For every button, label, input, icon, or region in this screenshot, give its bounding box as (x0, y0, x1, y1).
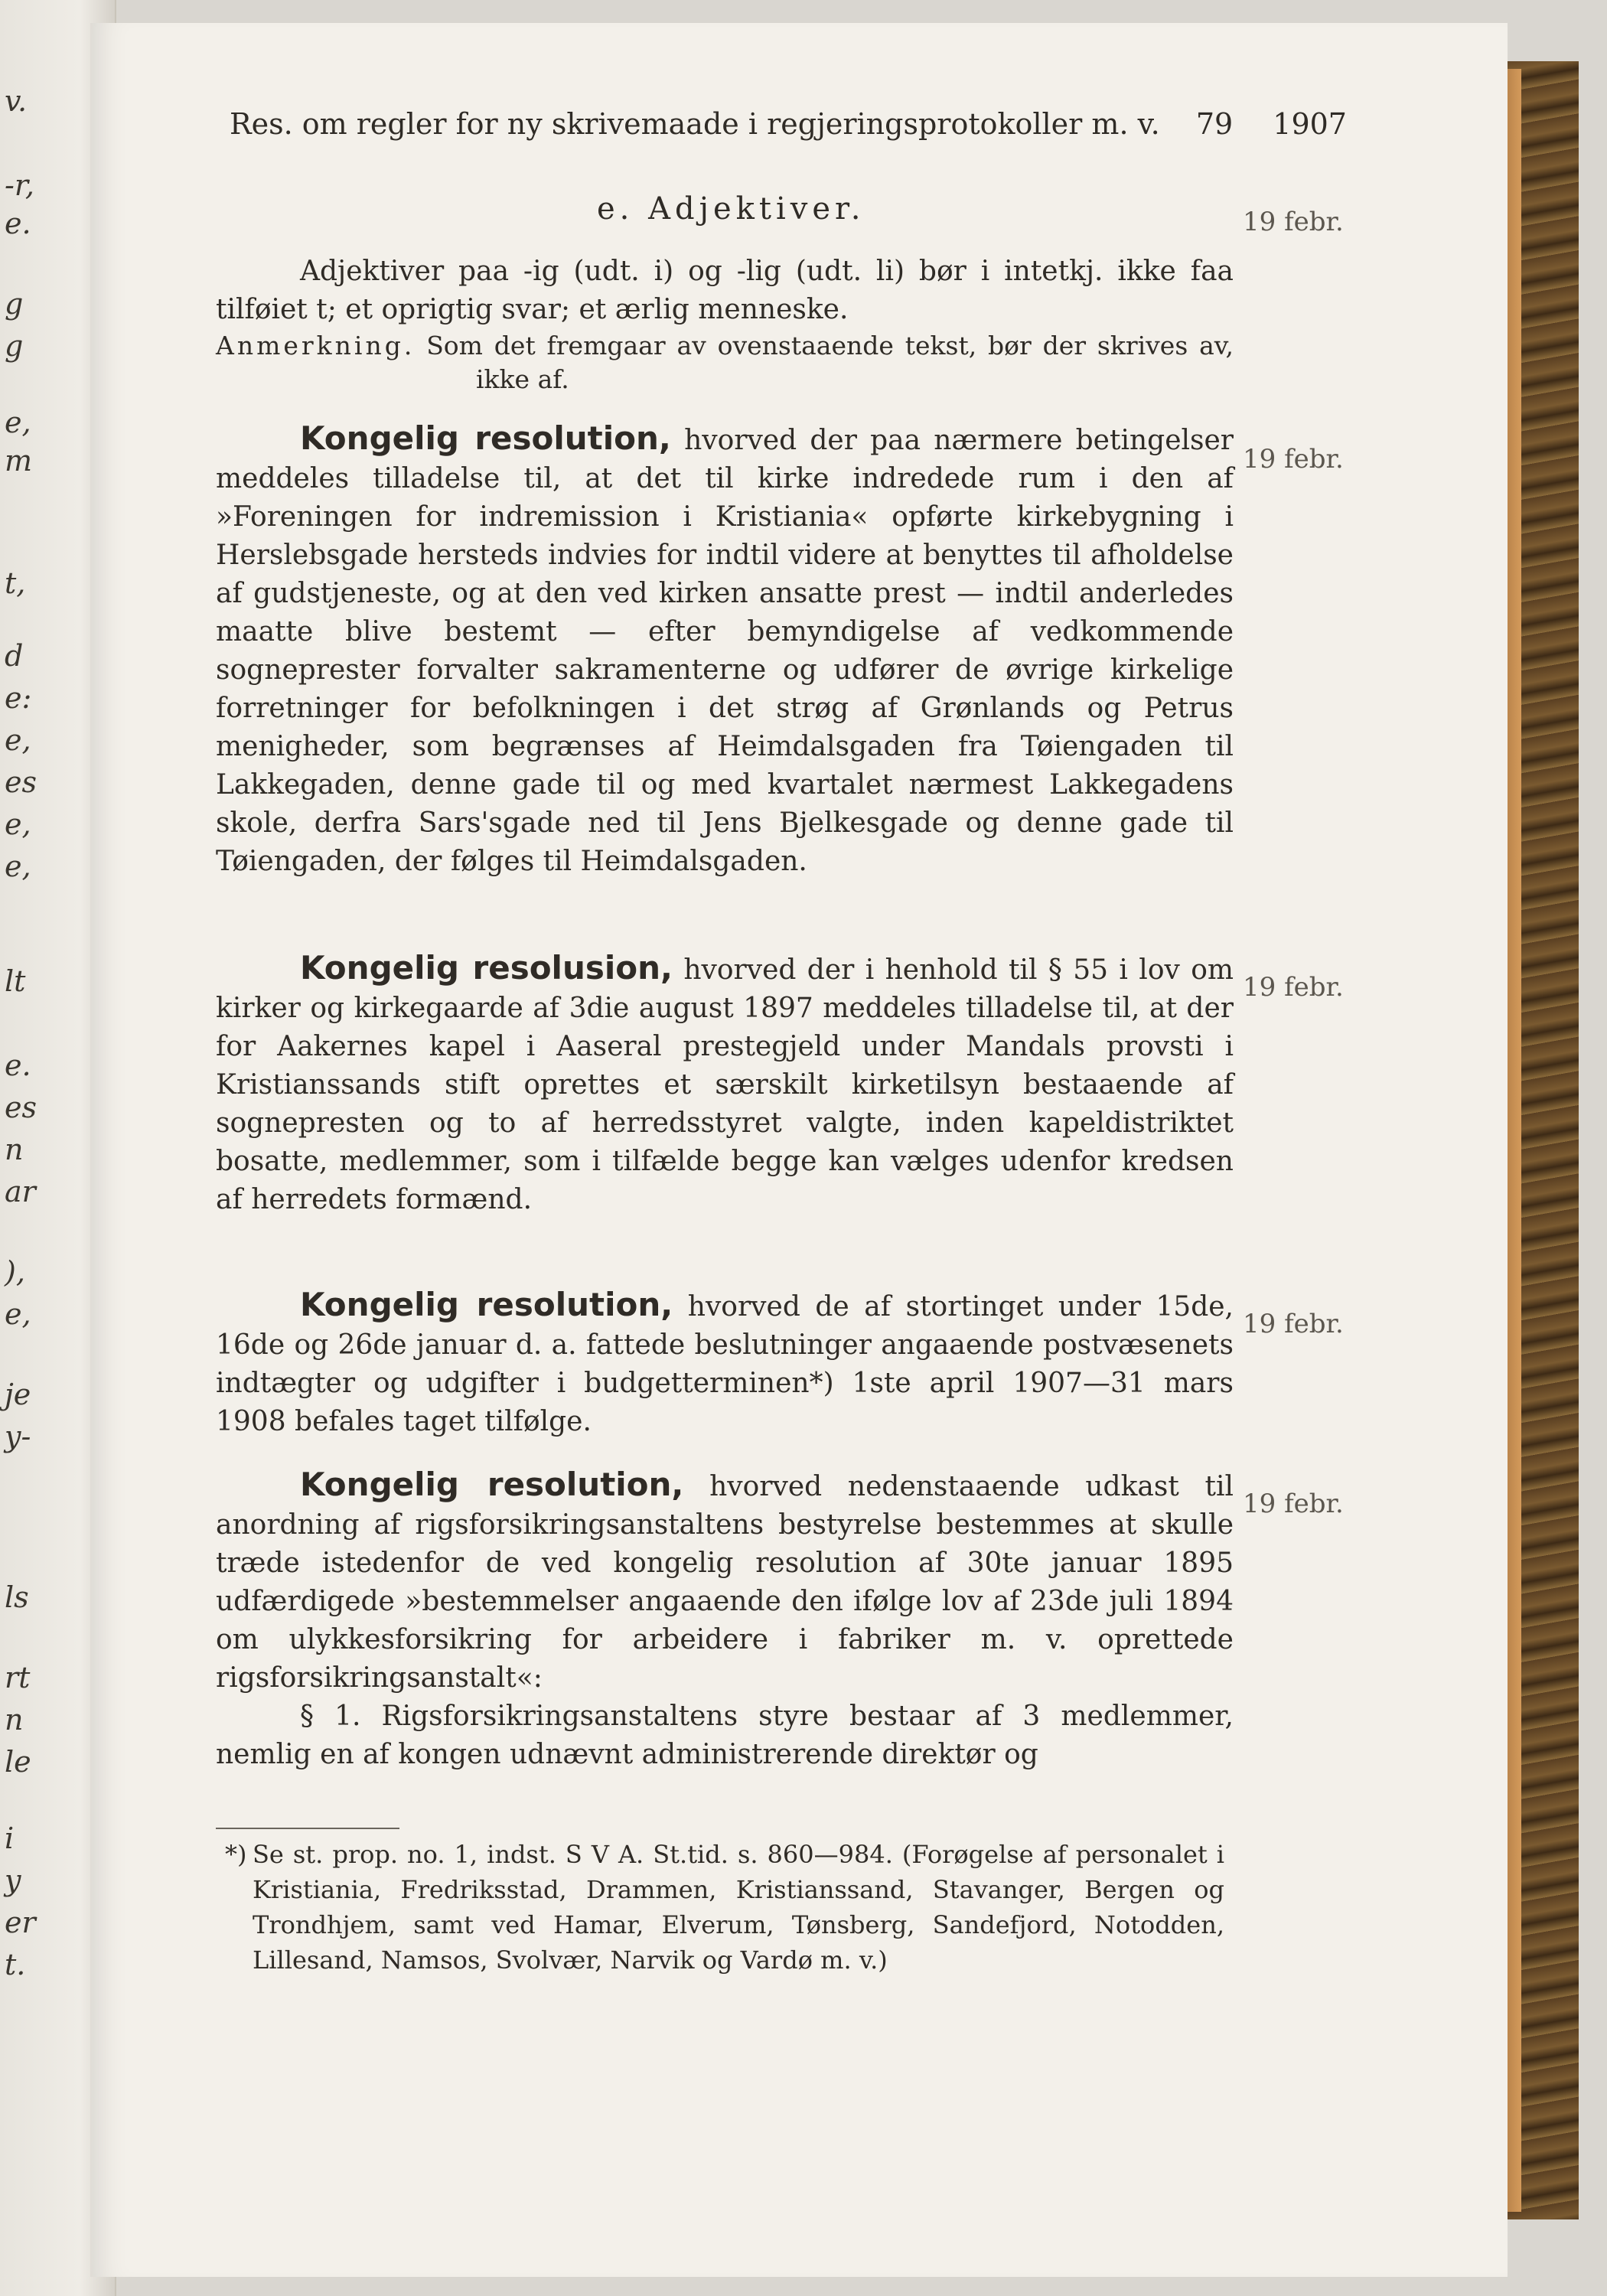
footnote-text: Se st. prop. no. 1, indst. S V A. St.tid. s. 860—984. (Forøgelse af personalet i Kristiania, Fredriksstad, Drammen, Kristianssand, Stavanger, Bergen og Trondhjem, samt ved Hamar, Elverum, Tønsberg, Sandefjord, Notodden, Lillesand, Namsos, Svolvær, Narvik og Vardø m. v.) (253, 1840, 1224, 1975)
resolution-entry (216, 1466, 1234, 1774)
annotation-label: Anmerkning. (216, 331, 416, 360)
adjective-rule (216, 253, 1234, 396)
facing-page-fragment: v. (5, 84, 28, 118)
facing-page-fragment: t, (5, 566, 26, 600)
annotation (216, 329, 1234, 396)
running-header (230, 107, 1347, 141)
resolution-entry (216, 1286, 1234, 1441)
facing-page-fragment: e. (5, 1049, 31, 1082)
facing-page-fragment: e, (5, 807, 31, 841)
facing-page-fragment: ar (5, 1175, 36, 1208)
facing-page-fragment: er (5, 1906, 36, 1939)
facing-page-fragment: n (5, 1133, 24, 1166)
entry-lead: Kongelig resolution, (300, 1286, 673, 1323)
facing-page-fragment: es (5, 765, 37, 799)
paragraph (216, 1286, 1234, 1441)
facing-page-fragment: rt (5, 1661, 31, 1694)
running-title: Res. om regler for ny skrivemaade i regjeringsprotokoller m. v. (230, 107, 1160, 141)
facing-page-fragment: t. (5, 1948, 26, 1981)
facing-page-fragment: lt (5, 964, 26, 998)
entry-text: hvorved de af stortinget under 15de, 16de og 26de januar d. a. fattede beslutninger angaaende postvæsenets indtægter og udgifter i budgetterminen*) 1ste april 1907—31 mars 1908 befales taget tilfølge. (216, 1291, 1234, 1437)
entry-text: hvorved der paa nærmere betingelser meddeles tilladelse til, at det til kirke indredede rum i den af »Foreningen for indremission i Kristiania« opførte kirkebygning i Herslebsgade hersteds indvies for indtil videre at benyttes til afholdelse af gudstjeneste, og at den ved kirken ansatte prest — indtil anderledes maatte blive bestemt — efter bemyndigelse af vedkommende sogneprester forvalter sakramenterne og udfører de øvrige kirkelige forretninger for befolkningen i det strøg af Grønlands og Petrus menigheder, som begrænses af Heimdalsgaden fra Tøiengaden til Lakkegaden, denne gade til og med kvartalet nærmest Lakkegadens skole, derfra Sars'sgade ned til Jens Bjelkesgade og denne gade til Tøiengaden, der følges til Heimdalsgaden. (216, 425, 1234, 877)
facing-page-fragment: y (5, 1864, 21, 1897)
margin-date: 19 febr. (1243, 444, 1344, 475)
facing-page-fragment: e. (5, 207, 31, 240)
entry-text: hvorved der i henhold til § 55 i lov om kirker og kirkegaarde af 3die august 1897 meddeles tilladelse til, at der for Aakernes kapel i Aaseral prestegjeld under Mandals provsti i Kristianssands stift oprettes et særskilt kirketilsyn bestaaende af sognepresten og to af herredsstyret valgte, inden kapeldistriktet bosatte, medlemmer, som i tilfælde begge kan vælges udenfor kredsen af herredets formænd. (216, 954, 1234, 1215)
paragraph (216, 1466, 1234, 1698)
paragraph: Adjektiver paa -ig (udt. i) og -lig (udt. li) bør i intetkj. ikke faa tilføiet t; et oprigtig svar; et ærlig menneske. (216, 256, 1234, 325)
margin-date: 19 febr. (1243, 1489, 1344, 1519)
facing-page-fragment: ls (5, 1580, 29, 1614)
facing-page-fragment: n (5, 1703, 24, 1737)
facing-page-fragment: e, (5, 1297, 31, 1331)
entry-text: hvorved nedenstaaende udkast til anordning af rigsforsikringsanstaltens bestyrelse bestemmes at skulle træde istedenfor de ved kongelig resolution af 30te januar 1895 udfærdigede »bestemmelser angaaende den ifølge lov af 23de juli 1894 om ulykkesforsikring for arbeidere i fabriker m. v. oprettede rigsforsikringsanstalt«: (216, 1471, 1234, 1694)
page-block-edge (1506, 69, 1521, 2212)
resolution-entry (216, 419, 1234, 881)
facing-page-fragment: ), (5, 1255, 25, 1289)
facing-page-fragment: d (5, 639, 24, 673)
paragraph-section-1: § 1. Rigsforsikringsanstaltens styre bestaar af 3 medlemmer, nemlig en af kongen udnævnt administrerende direktør og (216, 1701, 1234, 1770)
annotation-text: Som det fremgaar av ovenstaaende tekst, bør der skrives av, ikke af. (426, 331, 1234, 394)
facing-page-fragment: e, (5, 406, 31, 439)
margin-date: 19 febr. (1243, 207, 1344, 237)
paragraph (216, 419, 1234, 881)
facing-page-fragment: e, (5, 850, 31, 883)
facing-page-fragment: je (5, 1378, 31, 1411)
facing-page-fragment: y- (5, 1420, 31, 1453)
facing-page-fragment: es (5, 1091, 37, 1124)
facing-page-fragment: -r, (5, 168, 34, 202)
facing-page-fragment: g (5, 287, 24, 321)
facing-page-fragment: i (5, 1821, 15, 1855)
footnote-rule (216, 1828, 399, 1829)
resolution-entry (216, 949, 1234, 1219)
footnote (225, 1837, 1224, 1978)
header-year: 1907 (1273, 107, 1347, 141)
facing-page-fragment: g (5, 329, 24, 363)
footnote-marker: *) (225, 1840, 247, 1869)
facing-page-fragment: e, (5, 723, 31, 757)
margin-date: 19 febr. (1243, 972, 1344, 1003)
entry-lead: Kongelig resolusion, (300, 949, 673, 987)
entry-lead: Kongelig resolution, (300, 419, 671, 457)
page-number: 79 (1195, 107, 1234, 141)
section-heading: e. Adjektiver. (597, 191, 865, 227)
facing-page-fragment: e: (5, 681, 32, 715)
entry-lead: Kongelig resolution, (300, 1466, 684, 1503)
margin-date: 19 febr. (1243, 1309, 1344, 1339)
facing-page-fragment: m (5, 444, 33, 478)
facing-page-fragment: le (5, 1745, 31, 1779)
paragraph (216, 949, 1234, 1219)
